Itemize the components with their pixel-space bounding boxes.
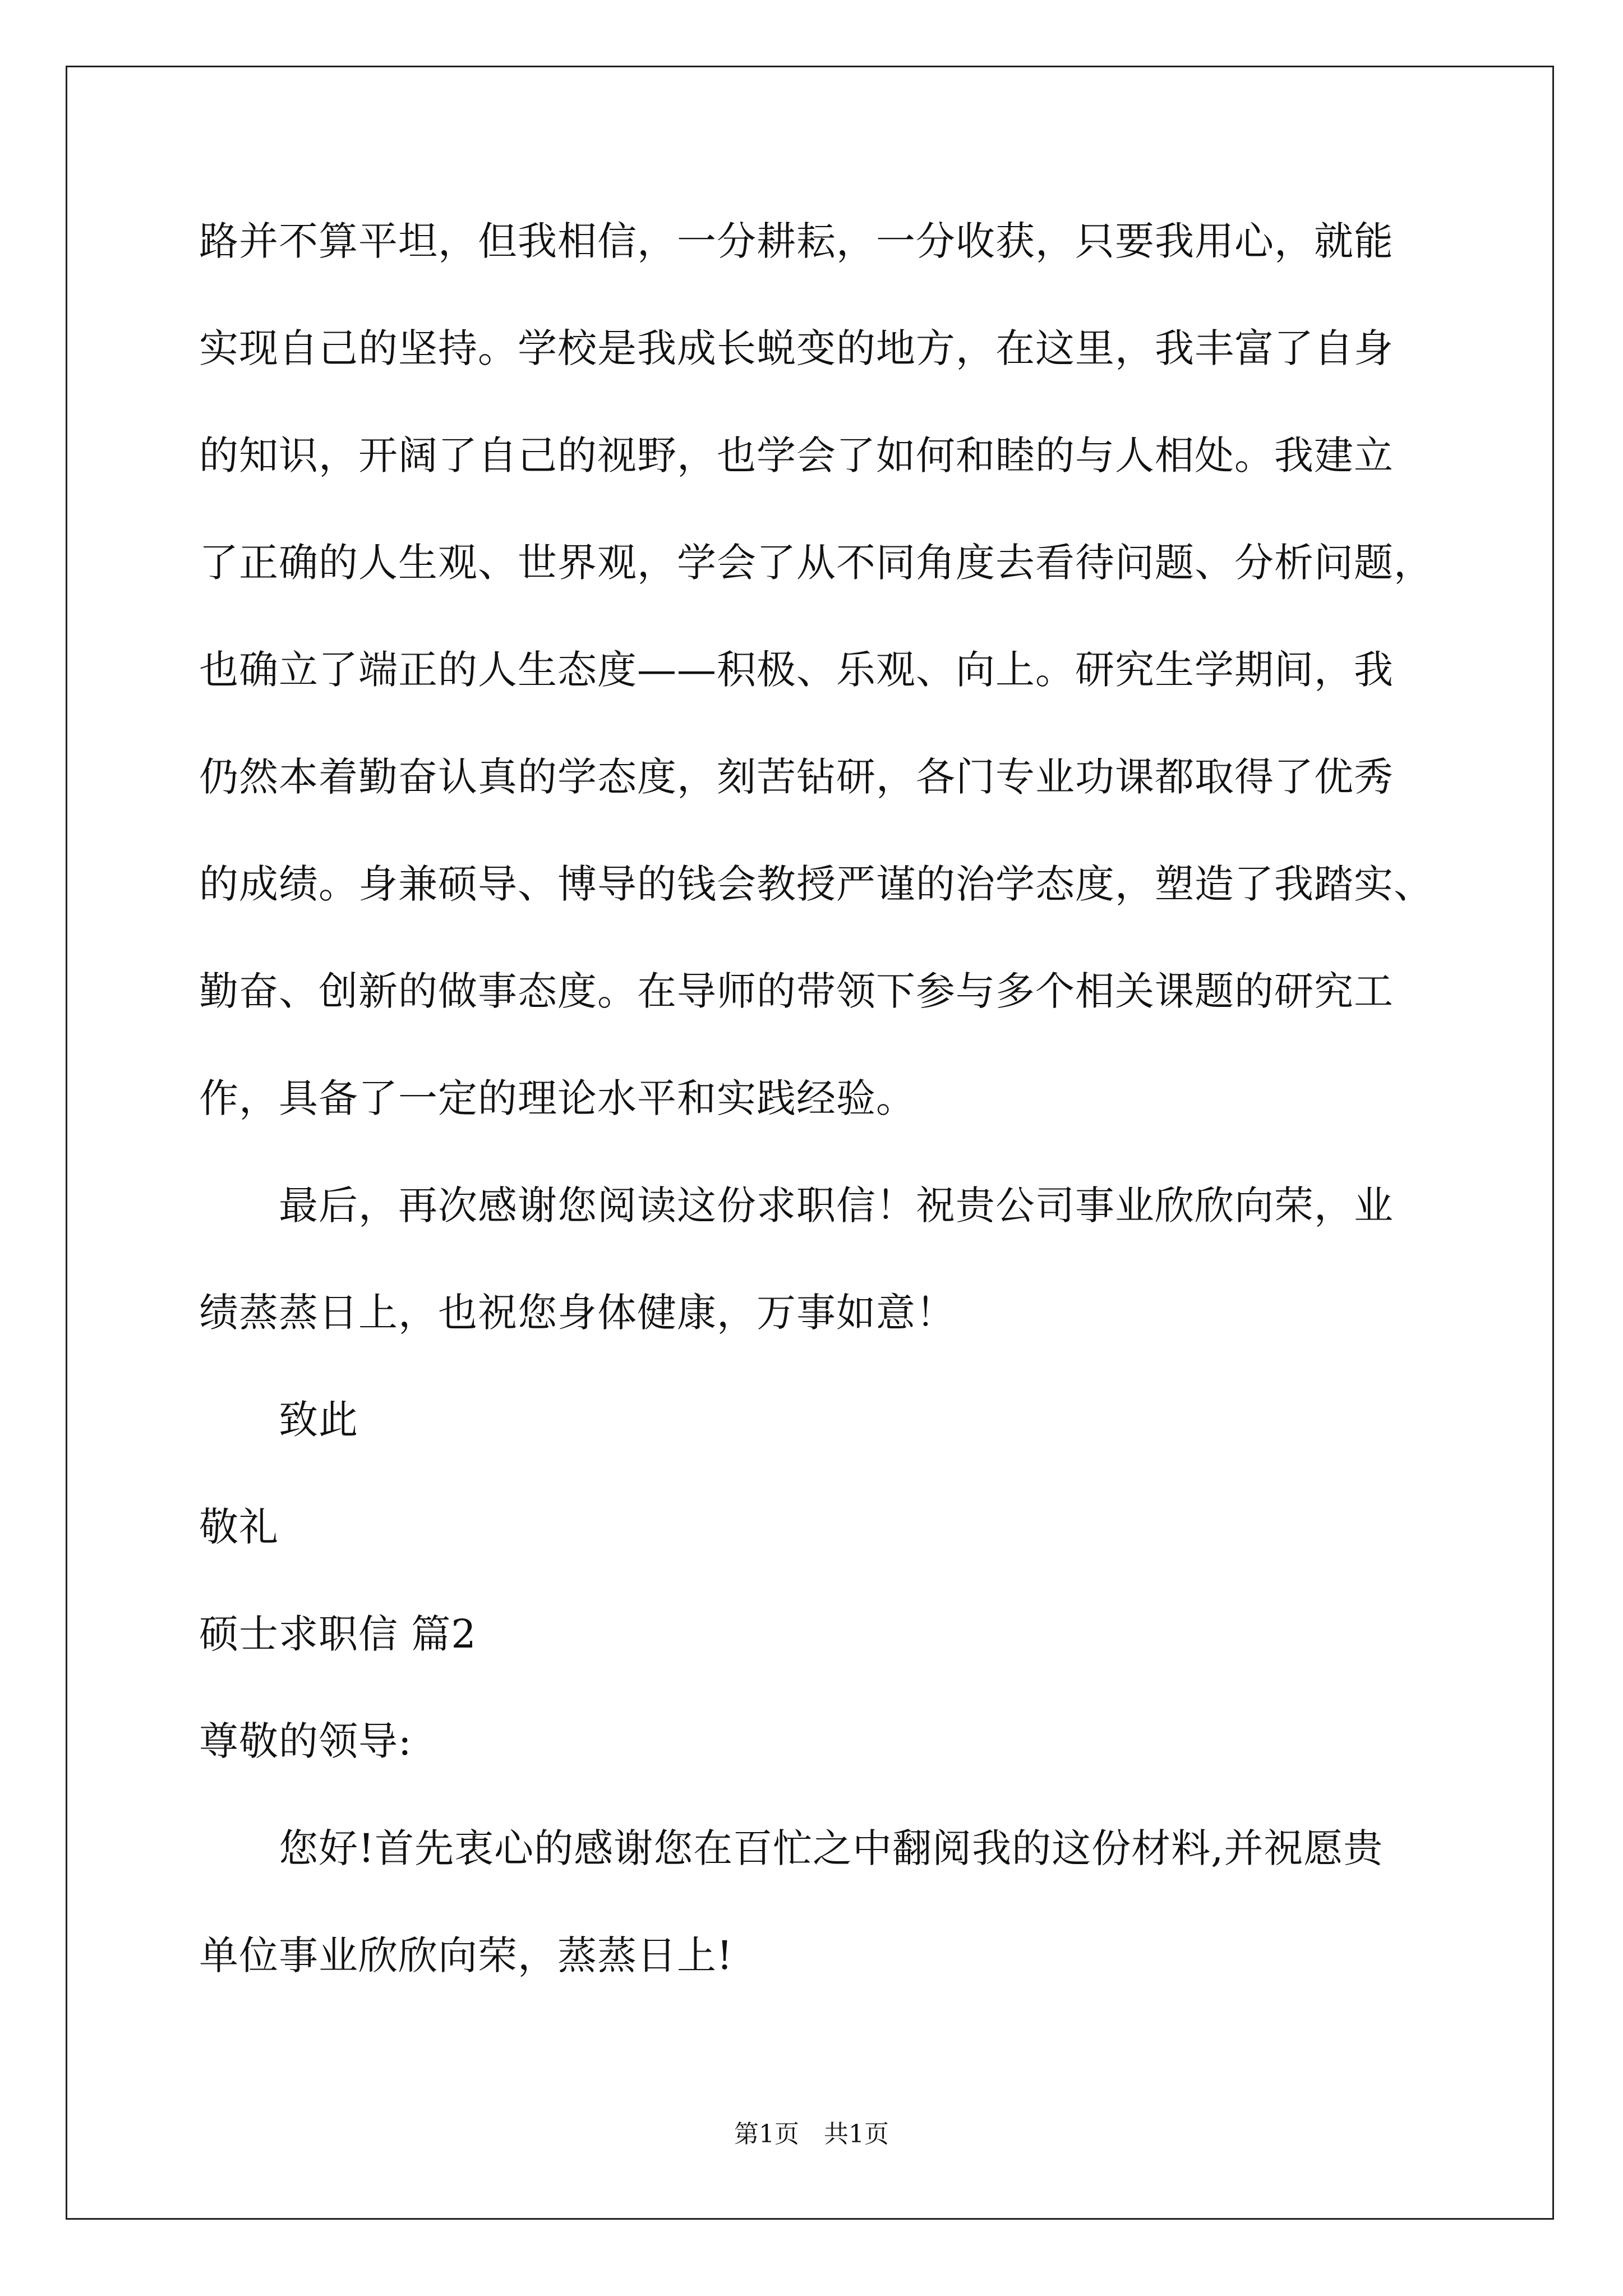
text-line: 的成绩。身兼硕导、博导的钱会教授严谨的治学态度，塑造了我踏实、 — [199, 861, 1433, 907]
section-heading: 硕士求职信 篇2 — [199, 1611, 477, 1657]
text-line: 单位事业欣欣向荣，蒸蒸日上! — [199, 1932, 734, 1978]
salutation-line: 敬礼 — [199, 1504, 279, 1550]
text-line: 路并不算平坦，但我相信，一分耕耘，一分收获，只要我用心，就能 — [199, 218, 1394, 264]
text-line: 了正确的人生观、世界观，学会了从不同角度去看待问题、分析问题， — [199, 540, 1433, 586]
salutation-line: 致此 — [279, 1397, 358, 1443]
page-footer: 第1页 共1页 — [734, 2120, 889, 2148]
paragraph-closing-line: 最后，再次感谢您阅读这份求职信！祝贵公司事业欣欣向荣，业 — [279, 1182, 1394, 1228]
greeting-line: 尊敬的领导: — [199, 1718, 412, 1764]
text-line: 仍然本着勤奋认真的学态度，刻苦钻研，各门专业功课都取得了优秀 — [199, 754, 1394, 800]
paragraph-opening-line: 您好!首先衷心的感谢您在百忙之中翻阅我的这份材料,并祝愿贵 — [279, 1825, 1384, 1871]
text-line: 勤奋、创新的做事态度。在导师的带领下参与多个相关课题的研究工 — [199, 968, 1394, 1014]
text-line: 实现自己的坚持。学校是我成长蜕变的地方，在这里，我丰富了自身 — [199, 325, 1394, 371]
text-line: 的知识，开阔了自己的视野，也学会了如何和睦的与人相处。我建立 — [199, 432, 1394, 478]
text-line: 也确立了端正的人生态度——积极、乐观、向上。研究生学期间，我 — [199, 647, 1394, 693]
text-line: 作，具备了一定的理论水平和实践经验。 — [199, 1075, 916, 1121]
text-line: 绩蒸蒸日上，也祝您身体健康，万事如意！ — [199, 1290, 956, 1336]
document-body — [199, 208, 1450, 2029]
